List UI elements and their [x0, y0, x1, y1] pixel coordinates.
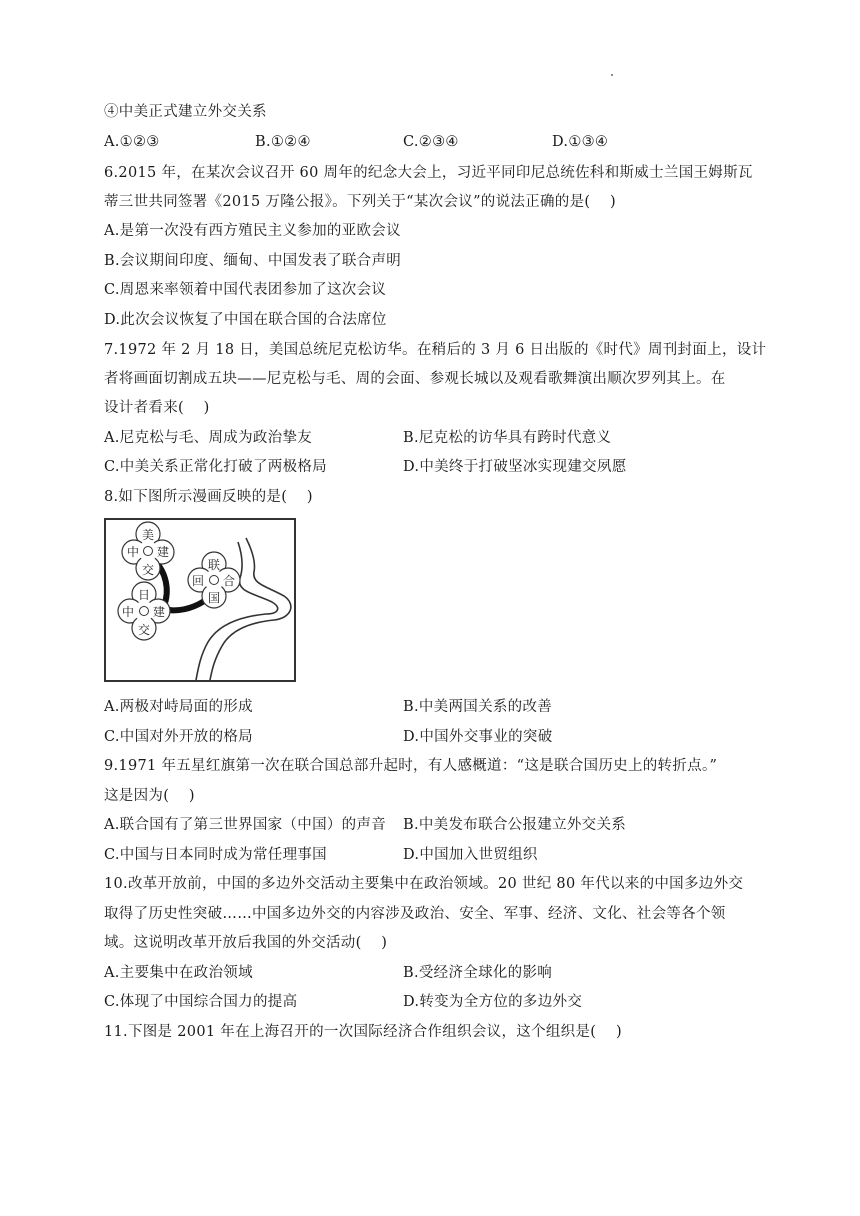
q9-stem-line2: 这是因为( ) [104, 788, 195, 804]
q7-option-d: D.中美终于打破坚冰实现建交夙愿 [403, 459, 627, 475]
q10-option-a: A.主要集中在政治领域 [104, 965, 253, 981]
flower-us-china [122, 522, 174, 580]
q6-option-a: A.是第一次没有西方殖民主义参加的亚欧会议 [104, 223, 401, 239]
flower1-top-char: 美 [142, 528, 155, 542]
q8-stem: 8.如下图所示漫画反映的是( ) [104, 489, 313, 505]
q9-option-a: A.联合国有了第三世界国家（中国）的声音 [104, 817, 387, 833]
q6-option-b: B.会议期间印度、缅甸、中国发表了联合声明 [104, 253, 402, 269]
q7-stem-line2: 者将画面切割成五块——尼克松与毛、周的会面、参观长城以及观看歌舞演出顺次罗列其上。在 [104, 371, 726, 387]
flower2-left-char: 中 [122, 605, 135, 619]
q8-option-c: C.中国对外开放的格局 [104, 729, 253, 745]
q5-option-b: B.①②④ [255, 134, 311, 150]
flower1-bottom-char: 交 [142, 563, 155, 577]
q6-stem-line2: 蒂三世共同签署《2015 万隆公报》。下列关于“某次会议”的说法正确的是( ) [104, 194, 617, 210]
q9-stem-line1: 9.1971 年五星红旗第一次在联合国总部升起时，有人感概道：“这是联合国历史上的转折点。” [104, 758, 718, 774]
flower-un-return [188, 552, 240, 608]
q8-option-d: D.中国外交事业的突破 [403, 729, 553, 745]
flower2-right-char: 建 [153, 605, 166, 619]
q10-stem-line2: 取得了历史性突破……中国多边外交的内容涉及政治、安全、军事、经济、文化、社会等各个领 [104, 906, 726, 922]
q6-option-d: D.此次会议恢复了中国在联合国的合法席位 [104, 312, 387, 328]
flower3-left-char: 回 [192, 574, 205, 588]
q10-option-c: C.体现了中国综合国力的提高 [104, 994, 298, 1010]
flower-japan-china [118, 582, 170, 640]
flower3-right-char: 合 [223, 574, 236, 588]
q8-option-a: A.两极对峙局面的形成 [104, 699, 253, 715]
q10-stem-line3: 域。这说明改革开放后我国的外交活动( ) [104, 935, 388, 951]
cartoon-drawing [106, 520, 294, 680]
flower1-left-char: 中 [127, 545, 140, 559]
q9-option-b: B.中美发布联合公报建立外交关系 [403, 817, 627, 833]
q7-stem-line3: 设计者看来( ) [104, 400, 210, 416]
q7-option-b: B.尼克松的访华具有跨时代意义 [403, 430, 612, 446]
q10-stem-line1: 10.改革开放前，中国的多边外交活动主要集中在政治领域。20 世纪 80 年代以来的中国多边外交 [104, 876, 744, 892]
q7-option-c: C.中美关系正常化打破了两极格局 [104, 459, 327, 475]
q9-option-d: D.中国加入世贸组织 [403, 847, 538, 863]
page-dot [611, 74, 613, 76]
q5-option-d: D.①③④ [552, 134, 609, 150]
q11-stem: 11.下图是 2001 年在上海召开的一次国际经济合作组织会议，这个组织是( ) [104, 1024, 622, 1040]
q7-option-a: A.尼克松与毛、周成为政治挚友 [104, 430, 313, 446]
flower2-top-char: 日 [138, 588, 151, 602]
flower3-top-char: 联 [208, 558, 221, 572]
q6-stem-line1: 6.2015 年，在某次会议召开 60 周年的纪念大会上，习近平同印尼总统佐科和斯威士兰国王姆斯瓦 [104, 165, 753, 181]
q5-item4: ④中美正式建立外交关系 [104, 104, 267, 120]
q8-option-b: B.中美两国关系的改善 [403, 699, 553, 715]
q9-option-c: C.中国与日本同时成为常任理事国 [104, 847, 327, 863]
flower3-bottom-char: 国 [208, 591, 221, 605]
q5-option-c: C.②③④ [403, 134, 459, 150]
flower2-bottom-char: 交 [138, 623, 151, 637]
q8-cartoon [104, 518, 296, 682]
q5-option-a: A.①②③ [104, 134, 160, 150]
flower1-right-char: 建 [157, 545, 170, 559]
q10-option-b: B.受经济全球化的影响 [403, 965, 553, 981]
q7-stem-line1: 7.1972 年 2 月 18 日，美国总统尼克松访华。在稍后的 3 月 6 日出版的《时代》周刊封面上，设计 [104, 342, 767, 358]
q10-option-d: D.转变为全方位的多边外交 [403, 994, 583, 1010]
q6-option-c: C.周恩来率领着中国代表团参加了这次会议 [104, 282, 387, 298]
